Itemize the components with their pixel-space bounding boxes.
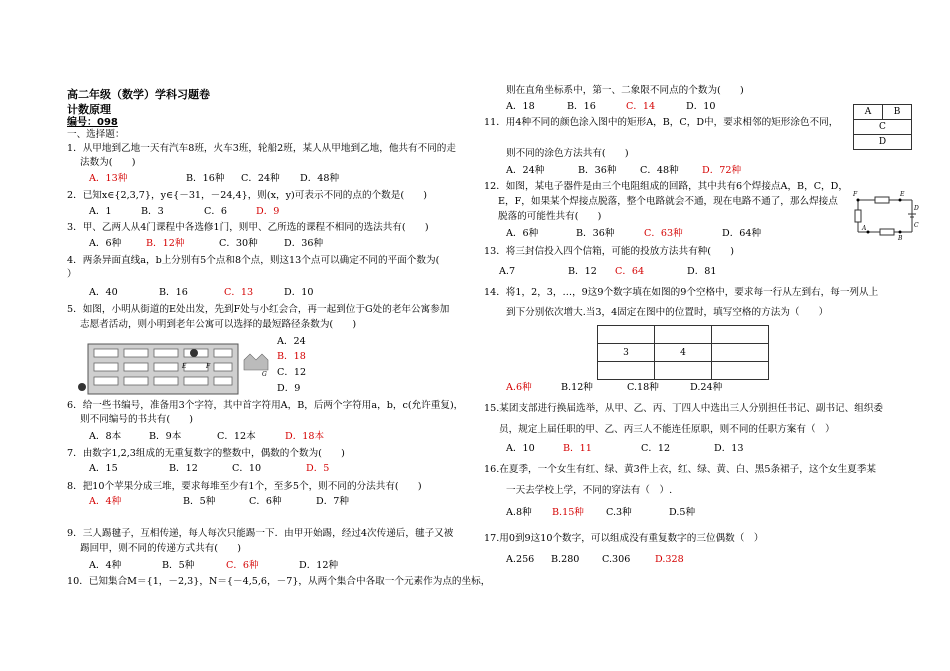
option-b: B.15种 bbox=[552, 507, 584, 518]
option-b: B．12种 bbox=[146, 238, 185, 249]
question-line: 员，规定上届任职的甲、乙、丙三人不能连任原职，则不同的任职方案有（ ） bbox=[499, 424, 835, 435]
question-line: 9．三人踢毽子，互相传递，每人每次只能踢一下．由甲开始踢，经过4次传递后，毽子又被 bbox=[67, 528, 454, 539]
question-line: 则在直角坐标系中，第一、二象限不同点的个数为( ) bbox=[506, 85, 744, 96]
option-c: C．48种 bbox=[640, 165, 679, 176]
option-a: A.8种 bbox=[506, 507, 532, 518]
question-line: 7．由数字1,2,3组成的无重复数字的整数中，偶数的个数为( ) bbox=[67, 448, 345, 459]
option-c: C.3种 bbox=[606, 507, 632, 518]
building-icon bbox=[244, 354, 268, 370]
option-a: A．8本 bbox=[89, 431, 122, 442]
option-a: A．6种 bbox=[506, 228, 539, 239]
option-b: B．11 bbox=[563, 443, 592, 454]
option-d: D．7种 bbox=[316, 496, 349, 507]
option-a: A.6种 bbox=[506, 382, 532, 393]
question-line: 11．用4种不同的颜色涂入图中的矩形A，B，C，D中，要求相邻的矩形涂色不同， bbox=[484, 117, 839, 128]
question-line: 6．给一些书编号，准备用3个字符，其中首字符用A，B，后两个字符用a，b，c(允许重复)， bbox=[67, 400, 464, 411]
option-d: D．48种 bbox=[300, 173, 340, 184]
option-c: C．30种 bbox=[219, 238, 258, 249]
option-c: C．14 bbox=[626, 101, 656, 112]
point-g: G bbox=[262, 371, 267, 378]
question-line: 一天去学校上学，不同的穿法有（ ）. bbox=[506, 485, 673, 496]
question-line: 则不同的涂色方法共有( ) bbox=[506, 148, 629, 159]
option-d: D.5种 bbox=[669, 507, 696, 518]
option-c: C．10 bbox=[232, 463, 262, 474]
grid-cell bbox=[712, 326, 769, 344]
option-d: D．36种 bbox=[284, 238, 324, 249]
page-subtitle: 计数原理 bbox=[67, 103, 111, 116]
question-line: 12．如图，某电子器件是由三个电阻组成的回路，其中共有6个焊接点A，B，C，D， bbox=[484, 181, 848, 192]
question-line: 16.在夏季，一个女生有红、绿、黄3件上衣，红、绿、黄、白、黑5条裙子，这个女生夏季某 bbox=[484, 464, 877, 475]
grid-cell bbox=[598, 326, 655, 344]
option-b: B．5种 bbox=[183, 496, 216, 507]
option-b: B．12 bbox=[568, 266, 597, 277]
option-a: A．4种 bbox=[89, 496, 122, 507]
question-line: 则不同编号的书共有( ) bbox=[80, 414, 194, 425]
option-b: B．16 bbox=[567, 101, 596, 112]
option-b: B．9本 bbox=[149, 431, 182, 442]
option-b: B.280 bbox=[551, 554, 580, 565]
coloring-grid-figure bbox=[853, 104, 912, 150]
option-b: B．12 bbox=[169, 463, 198, 474]
question-line: 到下分别依次增大.当3，4固定在图中的位置时，填写空格的方法为（ ） bbox=[506, 307, 829, 318]
option-c: C．24种 bbox=[241, 173, 280, 184]
option-d: D．5 bbox=[306, 463, 330, 474]
option-b: B．36种 bbox=[578, 165, 617, 176]
option-d: D.328 bbox=[655, 554, 684, 565]
street-grid-figure bbox=[74, 340, 274, 398]
option-c: C．12 bbox=[277, 367, 307, 378]
grid-cell bbox=[712, 344, 769, 362]
option-d: D．81 bbox=[687, 266, 717, 277]
grid-cell bbox=[712, 362, 769, 380]
question-line: 17.用0到9这10个数字，可以组成没有重复数字的三位偶数（ ） bbox=[484, 533, 764, 544]
option-b: B．36种 bbox=[576, 228, 615, 239]
option-b: B．16种 bbox=[186, 173, 225, 184]
option-d: D．9 bbox=[256, 206, 280, 217]
option-a: A．15 bbox=[89, 463, 118, 474]
section-title: 一、选择题： bbox=[67, 129, 125, 140]
point-f: F bbox=[853, 191, 858, 198]
point-c: C bbox=[914, 222, 919, 229]
option-b: B．5种 bbox=[162, 560, 195, 571]
point-f: F bbox=[206, 363, 211, 370]
question-line: ） bbox=[67, 269, 77, 280]
option-d: D.24种 bbox=[690, 382, 723, 393]
option-d: D．12种 bbox=[299, 560, 339, 571]
question-line: 志愿者活动，则小明到老年公寓可以选择的最短路径条数为( ) bbox=[80, 319, 357, 330]
cell-d: D bbox=[854, 135, 912, 150]
grid-cell bbox=[598, 362, 655, 380]
option-c: C．6 bbox=[204, 206, 228, 217]
question-line: 10．已知集合M＝{1，－2,3}，N＝{－4,5,6，－7}，从两个集合中各取一个元素作为点的坐标， bbox=[67, 576, 491, 587]
option-a: A．10 bbox=[506, 443, 535, 454]
grid-cell: 3 bbox=[598, 344, 655, 362]
option-c: C．63种 bbox=[644, 228, 683, 239]
grid-cell bbox=[655, 362, 712, 380]
option-a: A.7 bbox=[499, 266, 516, 277]
option-a: A．13种 bbox=[89, 173, 128, 184]
option-d: D．13 bbox=[714, 443, 744, 454]
option-a: A．18 bbox=[506, 101, 535, 112]
option-d: D．72种 bbox=[702, 165, 742, 176]
grid-cell: 4 bbox=[655, 344, 712, 362]
option-c: C．6种 bbox=[226, 560, 259, 571]
option-c: C.306 bbox=[602, 554, 631, 565]
question-line: 脱落的可能性共有( ) bbox=[498, 211, 602, 222]
grid-cell bbox=[655, 326, 712, 344]
person-icon bbox=[78, 383, 86, 391]
point-e: E bbox=[900, 191, 905, 198]
option-b: B．3 bbox=[141, 206, 164, 217]
option-a: A．40 bbox=[89, 287, 118, 298]
page-title: 高二年级（数学）学科习题卷 bbox=[67, 88, 210, 101]
option-d: D．9 bbox=[277, 383, 301, 394]
question-line: 踢回甲，则不同的传递方式共有( ) bbox=[80, 543, 241, 554]
question-line: 2．已知x∈{2,3,7}，y∈{－31，－24,4}，则(x，y)可表示不同的点的个数是( ) bbox=[67, 190, 427, 201]
option-d: D．18本 bbox=[285, 431, 325, 442]
option-a: A．6种 bbox=[89, 238, 122, 249]
option-b: B．18 bbox=[277, 351, 306, 362]
cell-c: C bbox=[854, 120, 912, 135]
option-c: C．6种 bbox=[249, 496, 282, 507]
option-c: C.18种 bbox=[627, 382, 659, 393]
option-c: C．12 bbox=[641, 443, 671, 454]
option-b: B．16 bbox=[159, 287, 188, 298]
point-b: B bbox=[898, 235, 903, 242]
sheet-number: 编号：098 bbox=[67, 117, 118, 128]
question-line: 15.某团支部进行换届选举，从甲、乙、丙、丁四人中选出三人分别担任书记、副书记、组织委 bbox=[484, 403, 884, 414]
option-a: A.256 bbox=[506, 554, 535, 565]
question-line: E，F，如果某个焊接点脱落，整个电路就会不通，现在电路不通了，那么焊接点 bbox=[498, 196, 838, 207]
option-d: D．10 bbox=[284, 287, 314, 298]
option-a: A．24种 bbox=[506, 165, 545, 176]
point-a: A bbox=[862, 225, 867, 232]
option-a: A．4种 bbox=[89, 560, 122, 571]
circuit-figure bbox=[850, 190, 920, 242]
question-line: 1．从甲地到乙地一天有汽车8班，火车3班，轮船2班，某人从甲地到乙地，他共有不同的走 bbox=[67, 143, 456, 154]
option-a: A．24 bbox=[277, 336, 306, 347]
question-line: 8．把10个苹果分成三堆，要求每堆至少有1个，至多5个，则不同的分法共有( ) bbox=[67, 481, 422, 492]
option-d: D．64种 bbox=[722, 228, 762, 239]
question-line: 3．甲、乙两人从4门课程中各选修1门，则甲、乙所选的课程不相同的选法共有( ) bbox=[67, 222, 429, 233]
person-icon bbox=[190, 349, 198, 357]
option-d: D．10 bbox=[686, 101, 716, 112]
option-b: B.12种 bbox=[561, 382, 593, 393]
point-d: D bbox=[914, 205, 919, 212]
question-line: 4．两条异面直线a，b上分别有5个点和8个点，则这13个点可以确定不同的平面个数为( bbox=[67, 255, 440, 266]
question-line: 法数为( ) bbox=[80, 157, 136, 168]
question-line: 5．如图，小明从街道的E处出发，先到F处与小红会合，再一起到位于G处的老年公寓参加 bbox=[67, 304, 450, 315]
question-line: 13．将三封信投入四个信箱，可能的投放方法共有种( ) bbox=[484, 246, 734, 257]
option-c: C．12本 bbox=[217, 431, 256, 442]
question-line: 14．将1，2，3，…，9这9个数字填在如图的9个空格中，要求每一行从左到右，每一列从上 bbox=[484, 287, 879, 298]
cell-b: B bbox=[883, 105, 912, 120]
option-a: A．1 bbox=[89, 206, 112, 217]
number-grid-figure bbox=[597, 325, 769, 380]
cell-a: A bbox=[854, 105, 883, 120]
option-c: C．13 bbox=[224, 287, 254, 298]
point-e: E bbox=[182, 363, 187, 370]
option-c: C．64 bbox=[615, 266, 645, 277]
